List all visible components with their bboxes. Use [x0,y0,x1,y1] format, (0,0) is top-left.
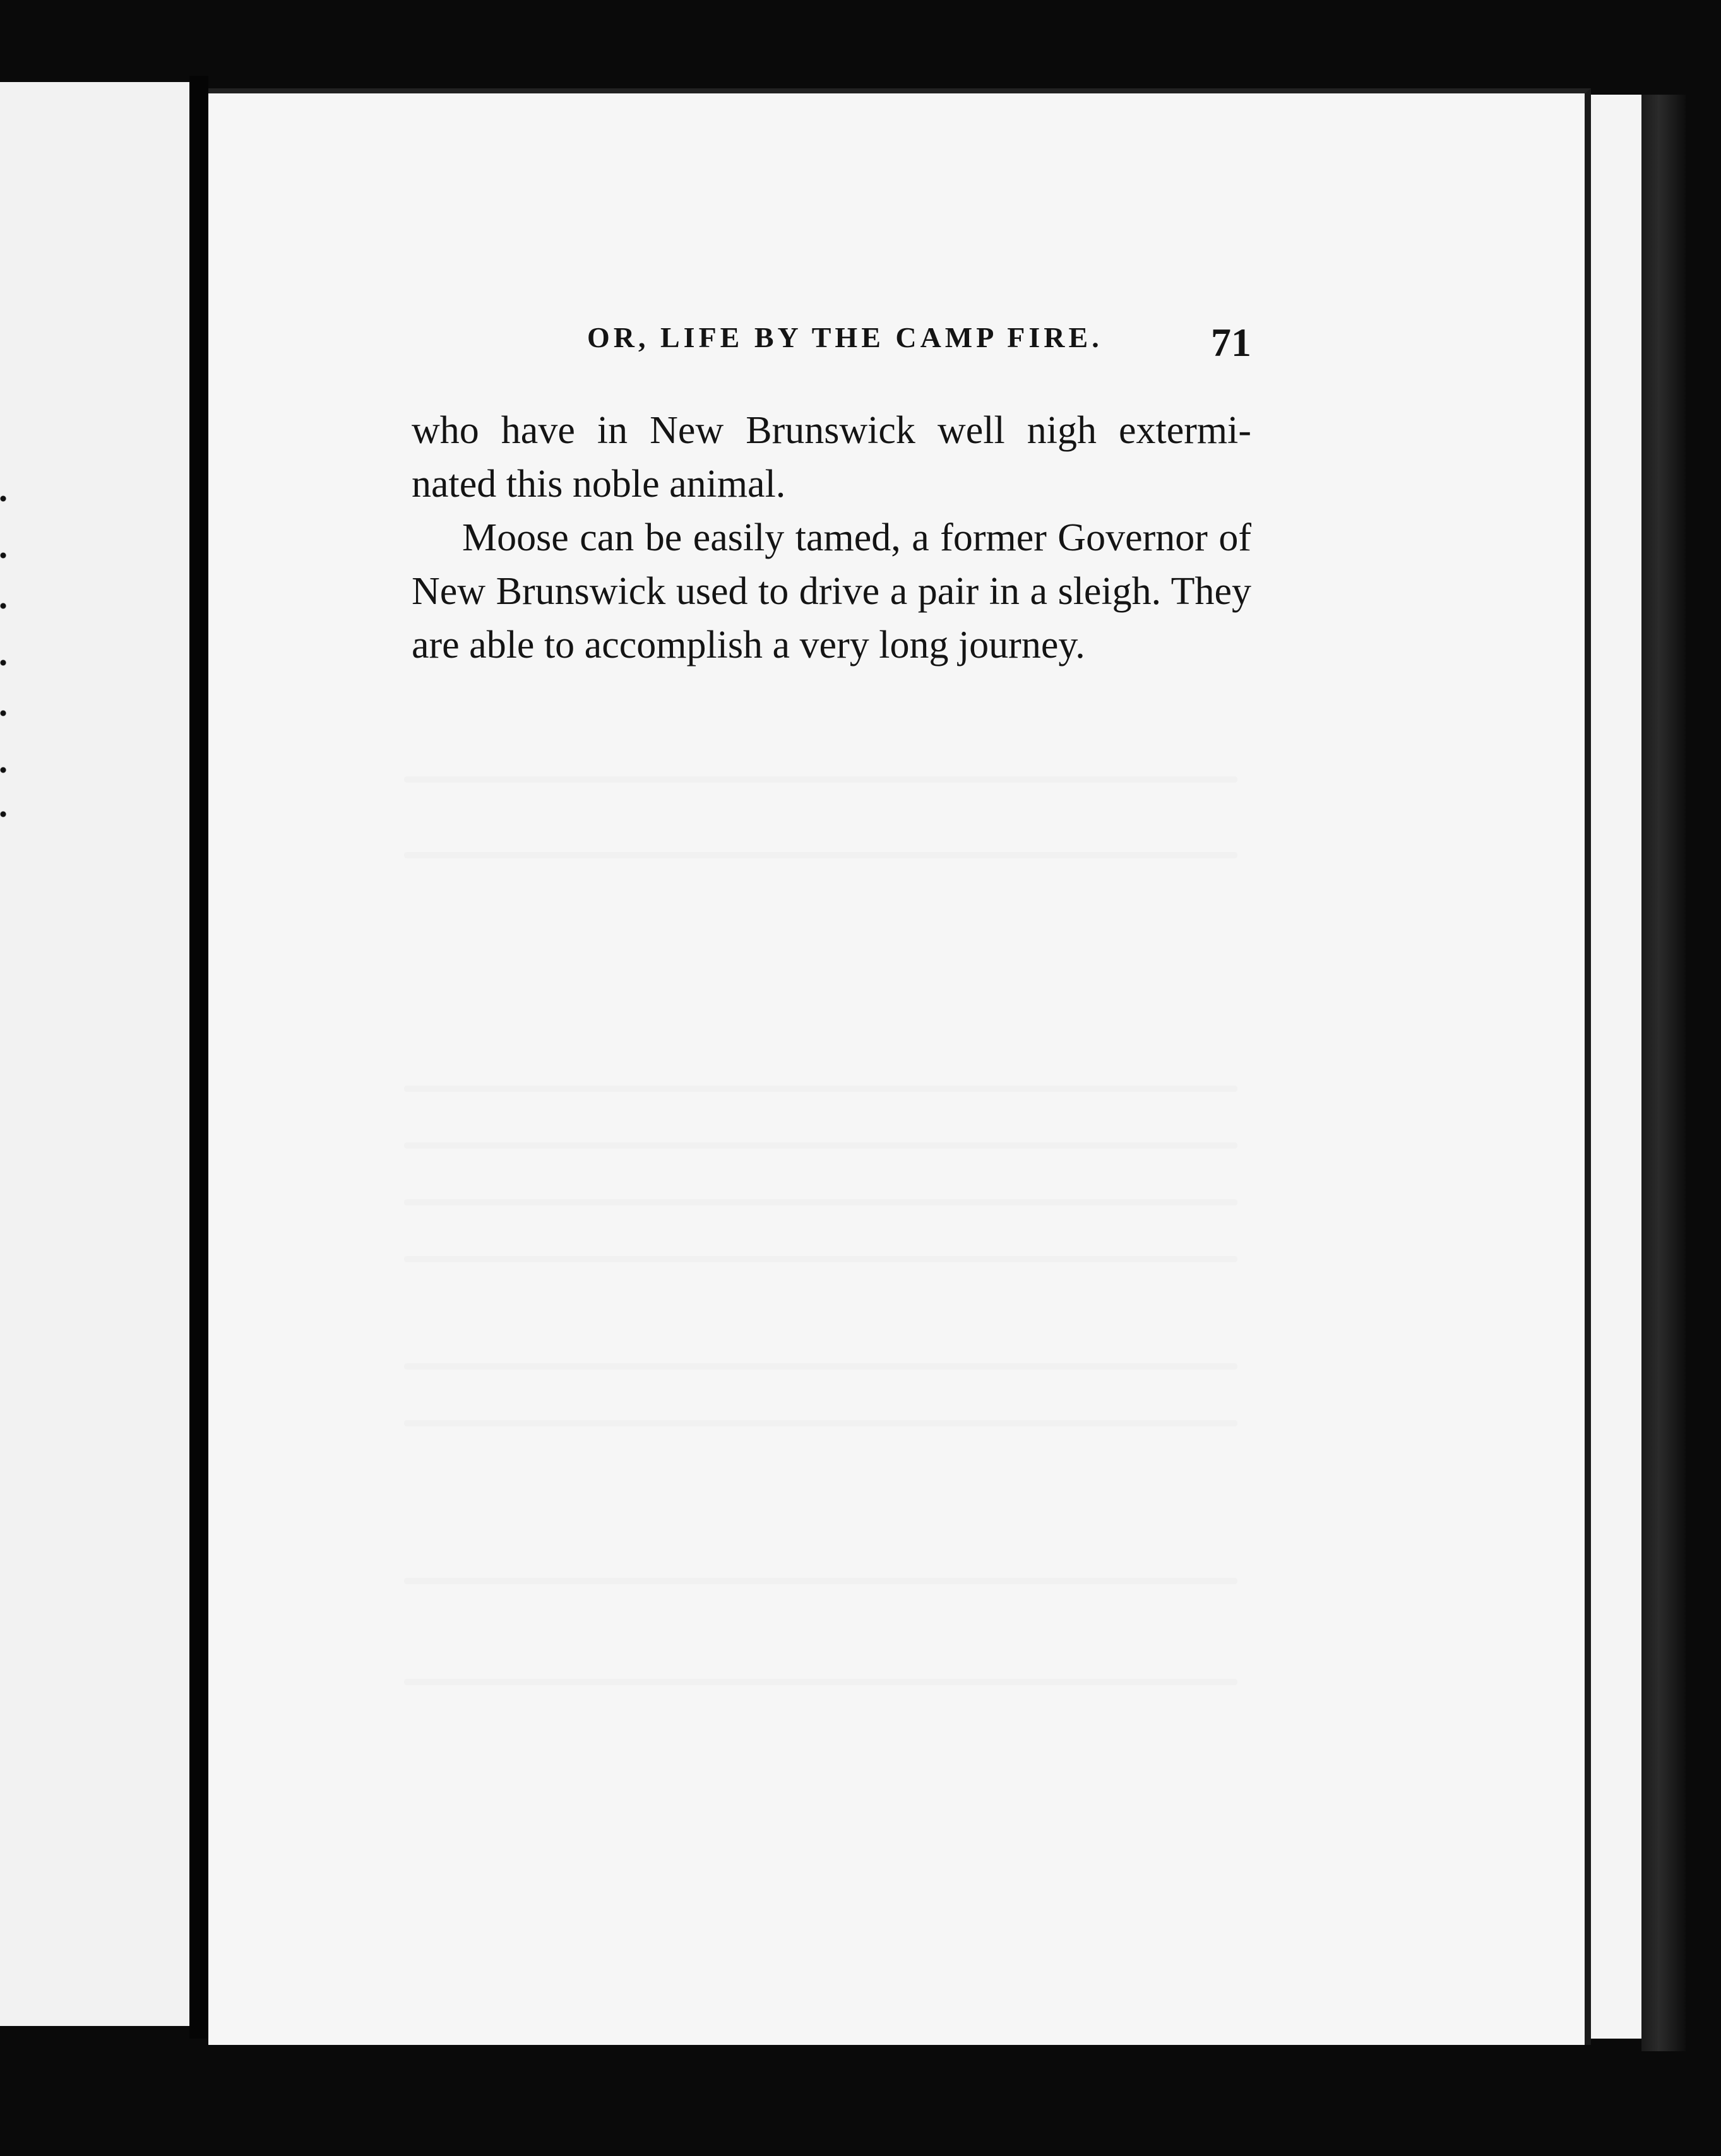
page-number: 71 [1211,320,1251,365]
book-gutter [189,76,208,2039]
book-page [208,88,1591,2045]
bleed-through-line [404,1199,1237,1205]
bleed-through-line [404,1142,1237,1149]
left-page-edge [0,82,189,2026]
bleed-through-line [404,1086,1237,1092]
bleed-through-line [404,1256,1237,1262]
running-head: OR, LIFE BY THE CAMP FIRE. [587,321,1103,353]
body-text [412,404,1251,672]
bleed-through-line [404,776,1237,783]
paragraph: Moose can be easily tamed, a former Governor of New Brunswick used to drive a pair in a sleigh. They are able to accomplish a very long journey. [412,516,1251,666]
paragraph: who have in New Brunswick well nigh extermi- nated this noble animal. [412,409,1251,506]
bleed-through-line [404,1679,1237,1685]
left-page-text-remnants [0,486,6,827]
bleed-through-line [404,1420,1237,1426]
bleed-through-line [404,1363,1237,1370]
bleed-through-line [404,852,1237,858]
book-binding [1641,95,1686,2051]
bleed-through-line [404,1578,1237,1584]
